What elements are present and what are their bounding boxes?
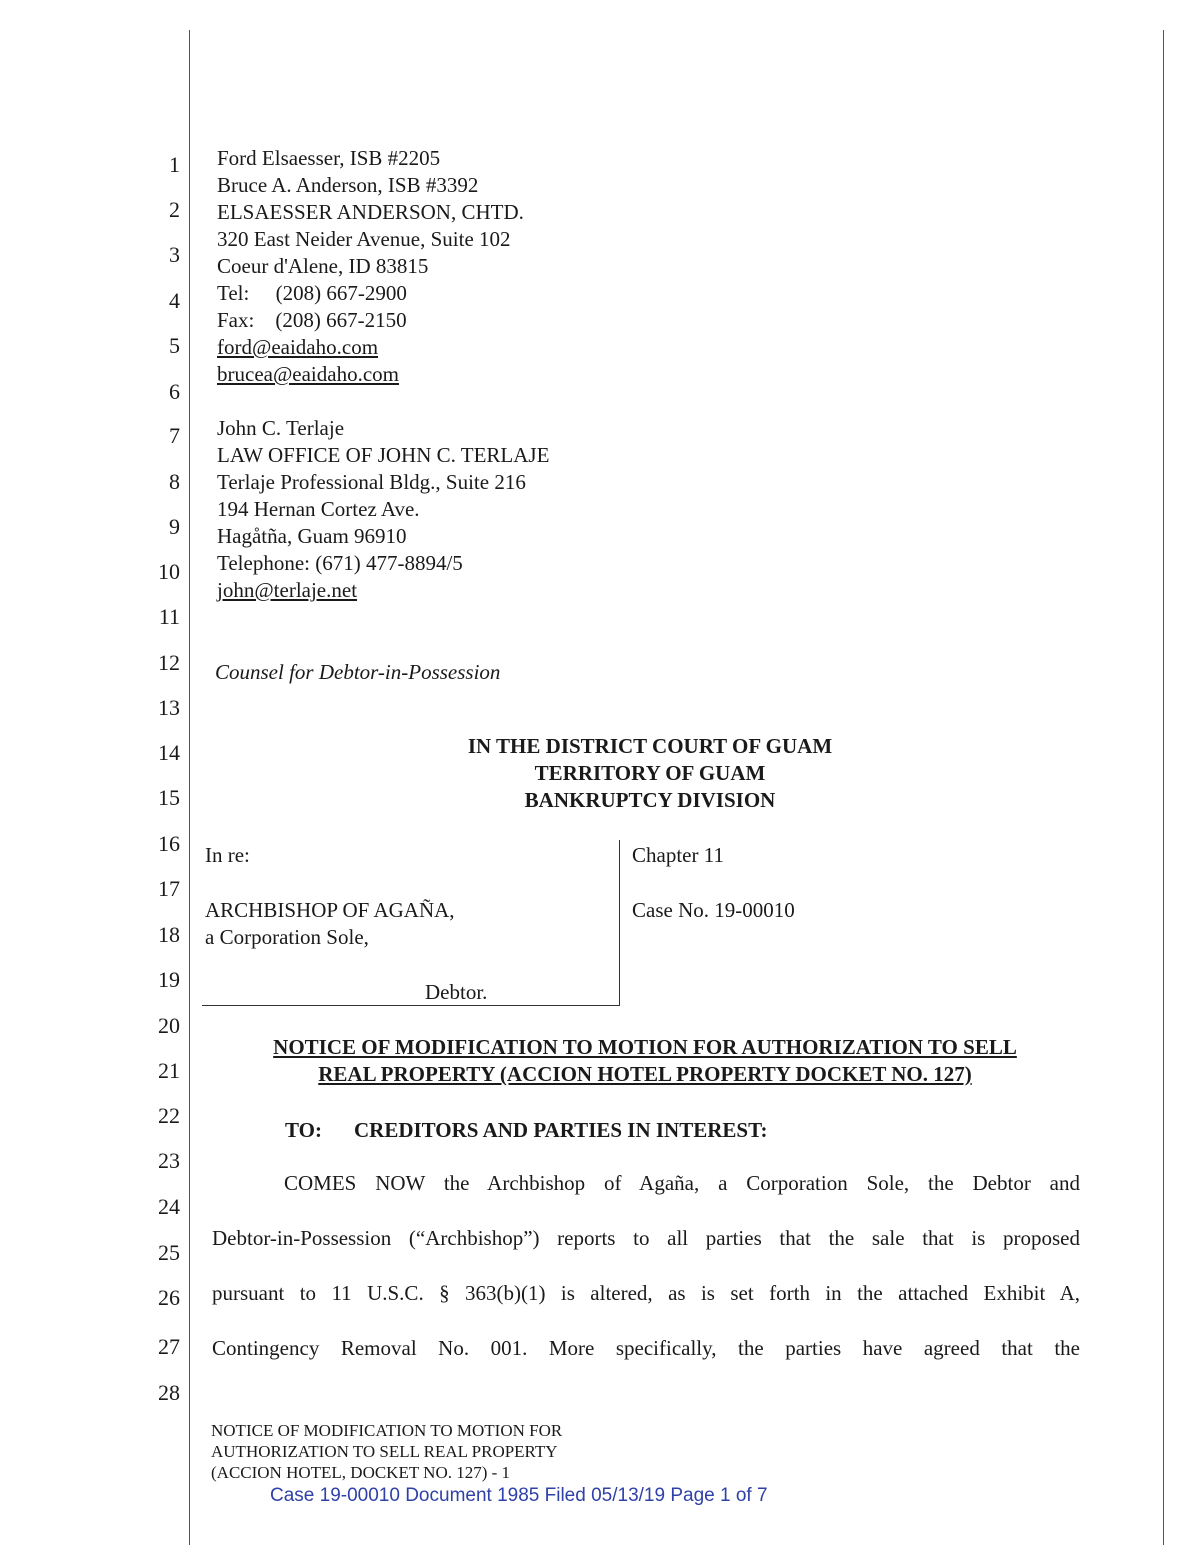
line-number: 10 xyxy=(158,559,180,584)
line-number: 9 xyxy=(169,514,180,539)
document-title-line: REAL PROPERTY (ACCION HOTEL PROPERTY DOCKET NO. 127) xyxy=(318,1062,972,1086)
court-heading-line: BANKRUPTCY DIVISION xyxy=(524,788,776,812)
counsel-line: Bruce A. Anderson, ISB #3392 xyxy=(217,173,479,197)
counsel-line: 194 Hernan Cortez Ave. xyxy=(217,497,420,521)
footer-line: NOTICE OF MODIFICATION TO MOTION FOR xyxy=(211,1421,563,1440)
counsel-line: ELSAESSER ANDERSON, CHTD. xyxy=(217,200,524,224)
line-number: 16 xyxy=(158,831,180,856)
caption-debtor-name: ARCHBISHOP OF AGAÑA, xyxy=(205,898,455,922)
body-line: Contingency Removal No. 001. More specifically, the parties have agreed that the xyxy=(212,1336,1080,1360)
to-label: TO: xyxy=(285,1118,322,1142)
line-number: 24 xyxy=(158,1194,180,1219)
caption-debtor-desc: a Corporation Sole, xyxy=(205,925,369,949)
left-margin-rule xyxy=(189,30,190,1545)
line-number: 18 xyxy=(158,922,180,947)
caption-debtor-label: Debtor. xyxy=(425,980,488,1004)
counsel-line: Hagåtña, Guam 96910 xyxy=(217,524,407,548)
line-number: 19 xyxy=(158,967,180,992)
line-number: 3 xyxy=(169,242,180,267)
line-number: 15 xyxy=(158,785,180,810)
counsel-line: Tel: (208) 667-2900 xyxy=(217,281,407,305)
line-number: 13 xyxy=(158,695,180,720)
to-recipients: CREDITORS AND PARTIES IN INTEREST: xyxy=(354,1118,768,1142)
caption-divider-horizontal xyxy=(202,1005,620,1006)
line-number: 6 xyxy=(169,379,180,404)
line-number: 12 xyxy=(158,650,180,675)
court-heading-line: IN THE DISTRICT COURT OF GUAM xyxy=(467,734,833,758)
caption-chapter: Chapter 11 xyxy=(632,843,724,867)
line-number: 7 xyxy=(169,423,180,448)
counsel-line: Telephone: (671) 477-8894/5 xyxy=(217,551,463,575)
counsel-line: LAW OFFICE OF JOHN C. TERLAJE xyxy=(217,443,550,467)
counsel-line: 320 East Neider Avenue, Suite 102 xyxy=(217,227,511,251)
email-link-john[interactable]: john@terlaje.net xyxy=(217,578,358,602)
counsel-for: Counsel for Debtor-in-Possession xyxy=(215,660,501,684)
line-number: 1 xyxy=(169,152,180,177)
line-number: 25 xyxy=(158,1240,180,1265)
caption-divider-vertical xyxy=(619,840,620,1006)
counsel-line: Terlaje Professional Bldg., Suite 216 xyxy=(217,470,526,494)
line-number: 20 xyxy=(158,1013,180,1038)
email-link-ford[interactable]: ford@eaidaho.com xyxy=(217,335,379,359)
footer-line: (ACCION HOTEL, DOCKET NO. 127) - 1 xyxy=(211,1463,511,1482)
document-title-line: NOTICE OF MODIFICATION TO MOTION FOR AUTHORIZATION TO SELL xyxy=(273,1035,1017,1059)
line-number: 11 xyxy=(158,604,180,629)
counsel-line: Ford Elsaesser, ISB #2205 xyxy=(217,146,441,170)
body-line: pursuant to 11 U.S.C. § 363(b)(1) is altered, as is set forth in the attached Exhibit A, xyxy=(212,1281,1080,1305)
right-margin-rule xyxy=(1163,30,1164,1545)
line-number: 22 xyxy=(158,1103,180,1128)
caption-in-re: In re: xyxy=(205,843,250,867)
line-number: 27 xyxy=(158,1334,180,1359)
line-number: 14 xyxy=(158,740,180,765)
counsel-line: John C. Terlaje xyxy=(217,416,345,440)
counsel-line: Coeur d'Alene, ID 83815 xyxy=(217,254,429,278)
line-number: 5 xyxy=(169,333,180,358)
body-line: COMES NOW the Archbishop of Agaña, a Corporation Sole, the Debtor and xyxy=(284,1171,1080,1195)
line-number: 23 xyxy=(158,1148,180,1173)
court-heading-line: TERRITORY OF GUAM xyxy=(534,761,766,785)
email-link-brucea[interactable]: brucea@eaidaho.com xyxy=(217,362,399,386)
counsel-line: Fax: (208) 667-2150 xyxy=(217,308,407,332)
line-number: 28 xyxy=(158,1380,180,1405)
line-number: 26 xyxy=(158,1285,180,1310)
caption-case-no: Case No. 19-00010 xyxy=(632,898,795,922)
body-line: Debtor-in-Possession (“Archbishop”) reports to all parties that the sale that is proposed xyxy=(212,1226,1080,1250)
line-number: 21 xyxy=(158,1058,180,1083)
line-number: 17 xyxy=(158,876,180,901)
line-number: 2 xyxy=(169,197,180,222)
line-number: 8 xyxy=(169,469,180,494)
line-number: 4 xyxy=(169,288,180,313)
footer-line: AUTHORIZATION TO SELL REAL PROPERTY xyxy=(211,1442,558,1461)
filing-stamp: Case 19-00010 Document 1985 Filed 05/13/19 Page 1 of 7 xyxy=(270,1485,768,1506)
